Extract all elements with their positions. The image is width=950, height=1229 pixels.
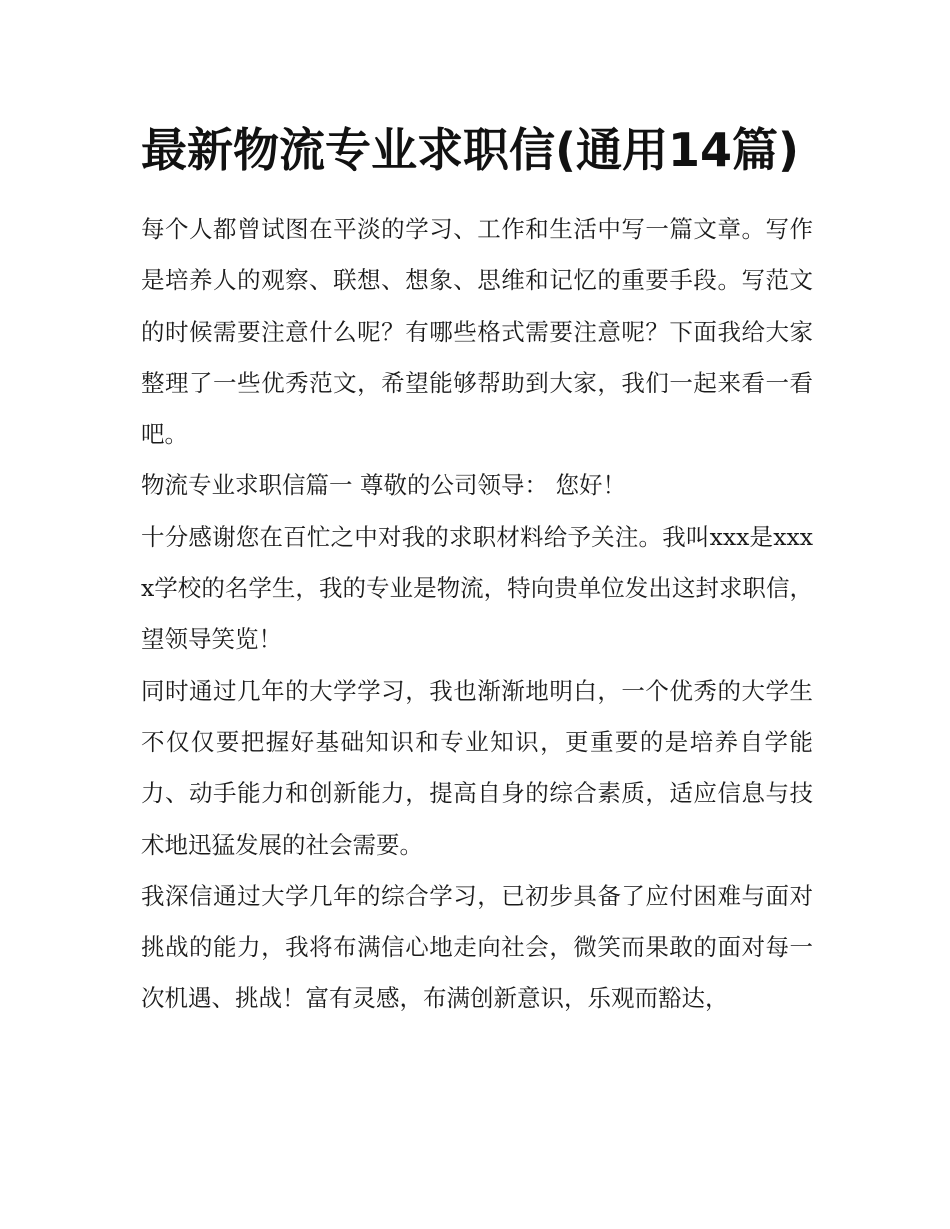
paragraph-learning: 同时通过几年的大学学习，我也渐渐地明白，一个优秀的大学生不仅仅要把握好基础知识和专业知识，更重要的是培养自学能力、动手能力和创新能力，提高自身的综合素质，适应信息与技术地迅猛发展的社会需要。 [141, 676, 813, 859]
document-body [141, 204, 813, 1025]
paragraph-greeting: 物流专业求职信篇一 尊敬的公司领导： 您好！ [141, 471, 626, 500]
paragraph-confidence: 我深信通过大学几年的综合学习，已初步具备了应付困难与面对挑战的能力，我将布满信心地走向社会，微笑而果敢的面对每一次机遇、挑战！富有灵感，布满创新意识，乐观而豁达， [141, 881, 813, 1013]
document-content [141, 112, 813, 1025]
paragraph-intro: 每个人都曾试图在平淡的学习、工作和生活中写一篇文章。写作是培养人的观察、联想、想象、思维和记忆的重要手段。写范文的时候需要注意什么呢？有哪些格式需要注意呢？下面我给大家整理了一些优秀范文，希望能够帮助到大家，我们一起来看一看吧。 [141, 215, 813, 449]
document-title: 最新物流专业求职信(通用14篇) [141, 123, 800, 177]
paragraph-introduction-self: 十分感谢您在百忙之中对我的求职材料给予关注。我叫xxx是xxxx学校的名学生，我的专业是物流，特向贵单位发出这封求职信，望领导笑览！ [141, 522, 813, 654]
